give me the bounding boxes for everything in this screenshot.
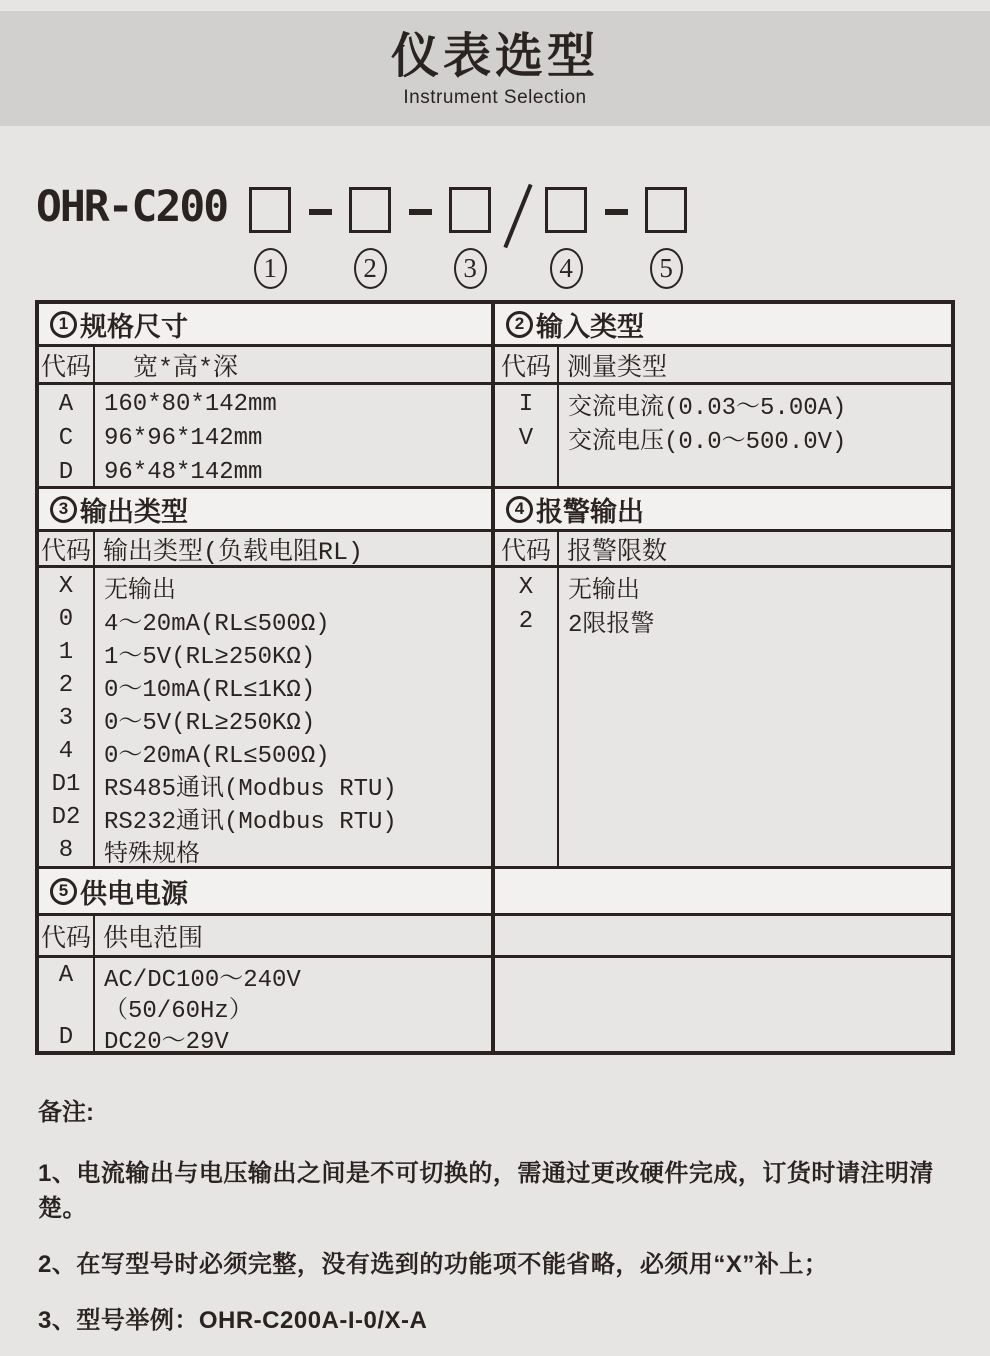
row-desc: 无输出 — [104, 577, 176, 605]
section-4-column-header — [491, 529, 951, 565]
section-2-number: 2 — [506, 311, 533, 338]
row-code: 3 — [58, 705, 74, 732]
desc-column — [95, 958, 491, 1051]
row-code: D — [58, 458, 74, 486]
row-code: D1 — [51, 771, 81, 798]
row-desc: DC20～29V — [104, 1028, 229, 1051]
desc-column — [95, 568, 491, 866]
notes-section — [38, 1092, 958, 1356]
section-1-title: 规格尺寸 — [80, 311, 188, 342]
desc-column — [559, 385, 951, 486]
row-code: 2 — [518, 607, 534, 635]
section-5-number: 5 — [50, 878, 77, 905]
desc-column-header: 测量类型 — [567, 353, 668, 382]
section-2-header — [491, 304, 951, 344]
model-position-2 — [347, 180, 393, 289]
position-number-5: 5 — [650, 248, 683, 289]
row-desc: 4～20mA(RL≤500Ω) — [104, 610, 330, 638]
code-column-header: 代码 — [495, 347, 559, 382]
desc-column-header: 供电范围 — [103, 924, 204, 954]
model-position-1 — [247, 180, 293, 289]
dash-icon — [409, 209, 432, 215]
model-box-4 — [545, 187, 587, 233]
note-item-2: 2、在写型号时必须完整，没有选到的功能项不能省略，必须用“X”补上； — [38, 1251, 829, 1278]
code-column — [39, 385, 95, 486]
code-column-header: 代码 — [39, 532, 95, 565]
model-code-diagram — [36, 180, 689, 289]
model-box-1 — [249, 187, 291, 233]
model-position-3 — [447, 180, 493, 289]
position-number-3: 3 — [454, 248, 487, 289]
row-code: X — [58, 573, 74, 600]
note-item-1: 1、电流输出与电压输出之间是不可切换的，需通过更改硬件完成，订货时请注明清楚。 — [38, 1160, 934, 1222]
dash-icon — [309, 209, 332, 215]
section-4-title: 报警输出 — [536, 496, 644, 527]
empty-cell — [491, 913, 951, 955]
row-desc: 0～5V(RL≥250KΩ) — [104, 709, 316, 737]
row-desc: AC/DC100～240V — [104, 966, 301, 994]
separator-dash-3 — [589, 180, 643, 215]
section-4-header — [491, 486, 951, 529]
row-desc: RS232通讯(Modbus RTU) — [104, 808, 397, 836]
section-3-title: 输出类型 — [80, 496, 188, 527]
code-column-header: 代码 — [39, 916, 95, 955]
position-number-2: 2 — [354, 248, 387, 289]
separator-slash — [493, 180, 543, 250]
desc-column — [559, 568, 951, 866]
model-box-2 — [349, 187, 391, 233]
note-item-3: 3、型号举例：OHR-C200A-I-0/X-A — [38, 1307, 428, 1334]
section-2-body — [491, 382, 951, 486]
row-code: A — [58, 962, 74, 989]
page-subtitle: Instrument Selection — [403, 87, 587, 108]
row-desc: 96*96*142mm — [104, 424, 263, 452]
row-code: 4 — [58, 738, 74, 765]
row-code: D — [58, 1024, 74, 1051]
position-number-1: 1 — [254, 248, 287, 289]
row-desc: 0～20mA(RL≤500Ω) — [104, 742, 330, 770]
slash-icon — [504, 184, 533, 249]
title-band — [0, 11, 990, 126]
section-1-body — [39, 382, 491, 486]
section-4-number: 4 — [506, 496, 533, 523]
row-desc: 0～10mA(RL≤1KΩ) — [104, 676, 316, 704]
row-code: X — [518, 573, 534, 601]
section-3-header — [39, 486, 491, 529]
row-desc: 特殊规格 — [104, 841, 200, 866]
code-column-header: 代码 — [39, 347, 95, 382]
selection-table — [35, 300, 955, 1055]
row-code: 0 — [58, 606, 74, 633]
section-5-header — [39, 866, 491, 913]
row-desc: RS485通讯(Modbus RTU) — [104, 775, 397, 803]
row-desc: 2限报警 — [568, 612, 655, 639]
section-3-column-header — [39, 529, 491, 565]
section-4-body — [491, 565, 951, 866]
model-prefix: OHR-C200 — [36, 182, 228, 232]
model-position-5 — [643, 180, 689, 289]
section-2-column-header — [491, 344, 951, 382]
row-code: D2 — [51, 804, 81, 831]
desc-column — [95, 385, 491, 486]
code-column — [39, 958, 95, 1051]
row-code: 8 — [58, 837, 74, 864]
section-3-body — [39, 565, 491, 866]
section-5-body — [39, 955, 491, 1051]
section-1-header — [39, 304, 491, 344]
model-position-4 — [543, 180, 589, 289]
code-column — [495, 568, 559, 866]
section-5-column-header — [39, 913, 491, 955]
desc-column-header: 输出类型(负载电阻RL) — [103, 537, 364, 565]
row-code: 1 — [58, 639, 74, 666]
row-desc: 1～5V(RL≥250KΩ) — [104, 643, 316, 671]
row-code: 2 — [58, 672, 74, 699]
section-1-number: 1 — [50, 311, 77, 338]
empty-cell — [491, 955, 951, 1051]
row-desc: 无输出 — [568, 578, 640, 605]
row-code: I — [518, 390, 534, 418]
empty-cell — [491, 866, 951, 913]
row-code: V — [518, 424, 534, 452]
section-3-number: 3 — [50, 496, 77, 523]
notes-label: 备注: — [38, 1099, 94, 1126]
section-5-title: 供电电源 — [80, 878, 188, 909]
model-box-5 — [645, 187, 687, 233]
section-2-title: 输入类型 — [536, 311, 644, 342]
desc-column-header: 宽*高*深 — [133, 353, 239, 382]
position-number-4: 4 — [550, 248, 583, 289]
row-desc: 160*80*142mm — [104, 390, 277, 418]
code-column — [39, 568, 95, 866]
row-desc: 交流电压(0.0～500.0V) — [568, 429, 847, 456]
row-desc: 交流电流(0.03～5.00A) — [568, 395, 847, 422]
row-desc: （50/60Hz） — [104, 997, 253, 1025]
dash-icon — [605, 209, 628, 215]
separator-dash-2 — [393, 180, 447, 215]
code-column-header: 代码 — [495, 532, 559, 565]
row-code: A — [58, 390, 74, 418]
separator-dash-1 — [293, 180, 347, 215]
row-desc: 96*48*142mm — [104, 458, 263, 486]
section-1-column-header — [39, 344, 491, 382]
page-title: 仪表选型 — [390, 30, 599, 83]
model-box-3 — [449, 187, 491, 233]
row-code: C — [58, 424, 74, 452]
desc-column-header: 报警限数 — [567, 537, 668, 565]
code-column — [495, 385, 559, 486]
